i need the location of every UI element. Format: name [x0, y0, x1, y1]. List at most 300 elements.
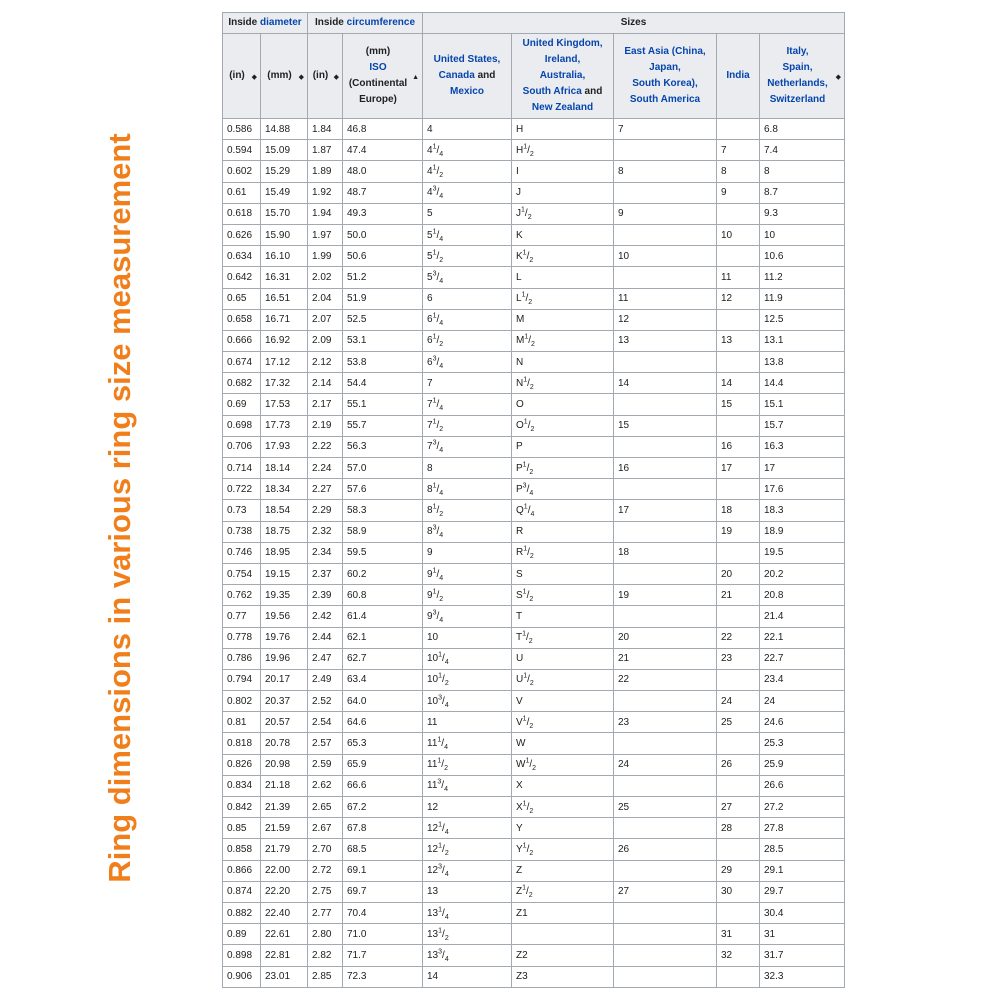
- europe-size-cell: 14.4: [760, 373, 845, 394]
- australia-link[interactable]: Australia,: [539, 70, 586, 81]
- south-africa-link[interactable]: South Africa: [522, 86, 582, 97]
- table-row: [223, 924, 845, 945]
- diameter-in-cell: 0.898: [223, 945, 261, 966]
- iso-cell: 46.8: [343, 119, 423, 140]
- diameter-mm-cell: 18.34: [261, 479, 308, 500]
- east-asia-size-cell: 9: [614, 203, 717, 224]
- new-zealand-link[interactable]: New Zealand: [531, 102, 594, 113]
- east-asia-size-cell: 26: [614, 839, 717, 860]
- east-asia-size-cell: 7: [614, 119, 717, 140]
- circumference-in-cell: 1.99: [308, 246, 343, 267]
- india-size-cell: [717, 966, 760, 987]
- uk-size-cell: $N^1/_2$: [512, 373, 614, 394]
- iso-cell: 53.8: [343, 352, 423, 373]
- iso-cell: 65.3: [343, 733, 423, 754]
- india-size-cell: [717, 669, 760, 690]
- europe-size-cell: 11.2: [760, 267, 845, 288]
- spain-link[interactable]: Spain,: [782, 62, 813, 73]
- us-size-cell: $9^1/_4$: [423, 563, 512, 584]
- diameter-in-cell: 0.618: [223, 203, 261, 224]
- diameter-in-cell: 0.626: [223, 224, 261, 245]
- table-row: [223, 669, 845, 690]
- india-size-cell: 16: [717, 436, 760, 457]
- table-row: [223, 224, 845, 245]
- circumference-link[interactable]: circumference: [346, 17, 416, 28]
- europe-size-cell: 24.6: [760, 712, 845, 733]
- uk-size-cell: Z1: [512, 902, 614, 923]
- us-size-cell: $5^1/_2$: [423, 246, 512, 267]
- table-row: [223, 246, 845, 267]
- diameter-mm-cell: 16.31: [261, 267, 308, 288]
- diameter-mm-cell: 15.49: [261, 182, 308, 203]
- india-size-cell: 30: [717, 881, 760, 902]
- india-size-cell: [717, 119, 760, 140]
- us-size-cell: $10^1/_2$: [423, 669, 512, 690]
- us-size-cell: $12^1/_4$: [423, 818, 512, 839]
- india-size-cell: 9: [717, 182, 760, 203]
- diameter-in-cell: 0.906: [223, 966, 261, 987]
- india-size-cell: 13: [717, 330, 760, 351]
- uk-size-cell: Y: [512, 818, 614, 839]
- uk-size-cell: I: [512, 161, 614, 182]
- table-row: [223, 521, 845, 542]
- iso-cell: 53.1: [343, 330, 423, 351]
- europe-size-cell: 13.8: [760, 352, 845, 373]
- india-size-cell: [717, 902, 760, 923]
- diameter-in-cell: 0.674: [223, 352, 261, 373]
- iso-cell: 55.7: [343, 415, 423, 436]
- circumference-in-cell: 2.85: [308, 966, 343, 987]
- circumference-in-cell: 2.14: [308, 373, 343, 394]
- us-size-cell: $6^1/_2$: [423, 330, 512, 351]
- uk-size-cell: $W^1/_2$: [512, 754, 614, 775]
- circumference-in-cell: 1.89: [308, 161, 343, 182]
- diameter-in-cell: 0.754: [223, 563, 261, 584]
- table-row: [223, 330, 845, 351]
- table-row: [223, 839, 845, 860]
- iso-cell: 61.4: [343, 606, 423, 627]
- table-row: [223, 119, 845, 140]
- circumference-in-cell: 1.97: [308, 224, 343, 245]
- europe-size-cell: 8.7: [760, 182, 845, 203]
- iso-cell: 68.5: [343, 839, 423, 860]
- iso-cell: 63.4: [343, 669, 423, 690]
- circumference-in-cell: 2.54: [308, 712, 343, 733]
- east-asia-size-cell: [614, 606, 717, 627]
- uk-size-cell: $P^3/_4$: [512, 479, 614, 500]
- diameter-mm-cell: 21.18: [261, 775, 308, 796]
- china-link[interactable]: (China,: [671, 46, 706, 57]
- east-asia-size-cell: 21: [614, 648, 717, 669]
- india-size-cell: [717, 775, 760, 796]
- table-row: [223, 542, 845, 563]
- canada-link[interactable]: Canada: [438, 70, 475, 81]
- india-size-cell: [717, 542, 760, 563]
- column-header-europe[interactable]: [760, 34, 845, 119]
- diameter-in-cell: 0.634: [223, 246, 261, 267]
- header-label: (mm): [365, 46, 391, 57]
- uk-size-cell: K: [512, 224, 614, 245]
- column-header-us: [423, 34, 512, 119]
- circumference-in-cell: 2.04: [308, 288, 343, 309]
- europe-size-cell: 19.5: [760, 542, 845, 563]
- sort-icon[interactable]: ◆: [333, 74, 339, 81]
- diameter-in-cell: 0.834: [223, 775, 261, 796]
- sort-icon[interactable]: ◆: [298, 74, 304, 81]
- us-size-cell: $5^3/_4$: [423, 267, 512, 288]
- table-row: [223, 182, 845, 203]
- iso-cell: 58.9: [343, 521, 423, 542]
- east-asia-size-cell: [614, 563, 717, 584]
- europe-size-cell: 31: [760, 924, 845, 945]
- diameter-in-cell: 0.826: [223, 754, 261, 775]
- iso-cell: 64.6: [343, 712, 423, 733]
- iso-cell: 54.4: [343, 373, 423, 394]
- circumference-in-cell: 1.94: [308, 203, 343, 224]
- europe-size-cell: 25.9: [760, 754, 845, 775]
- uk-size-cell: Z3: [512, 966, 614, 987]
- uk-size-cell: $S^1/_2$: [512, 585, 614, 606]
- india-size-cell: [717, 479, 760, 500]
- diameter-mm-cell: 22.00: [261, 860, 308, 881]
- diameter-mm-cell: 20.78: [261, 733, 308, 754]
- europe-size-cell: 9.3: [760, 203, 845, 224]
- circumference-in-cell: 2.34: [308, 542, 343, 563]
- diameter-in-cell: 0.786: [223, 648, 261, 669]
- table-row: [223, 563, 845, 584]
- east-asia-size-cell: 27: [614, 881, 717, 902]
- east-asia-size-cell: 19: [614, 585, 717, 606]
- uk-size-cell: N: [512, 352, 614, 373]
- europe-size-cell: 21.4: [760, 606, 845, 627]
- diameter-mm-cell: 16.71: [261, 309, 308, 330]
- netherlands-link[interactable]: Netherlands,: [767, 78, 828, 89]
- diameter-mm-cell: 18.75: [261, 521, 308, 542]
- table-row: [223, 352, 845, 373]
- diameter-mm-cell: 17.53: [261, 394, 308, 415]
- diameter-in-cell: 0.666: [223, 330, 261, 351]
- europe-size-cell: 17: [760, 458, 845, 479]
- uk-size-cell: H: [512, 119, 614, 140]
- circumference-in-cell: 2.17: [308, 394, 343, 415]
- circumference-in-cell: 1.92: [308, 182, 343, 203]
- switzerland-link[interactable]: Switzerland: [769, 94, 826, 105]
- east-asia-size-cell: [614, 945, 717, 966]
- header-label: (mm): [267, 70, 292, 81]
- table-row: [223, 966, 845, 987]
- us-size-cell: $7^3/_4$: [423, 436, 512, 457]
- uk-size-cell: $Q^1/_4$: [512, 500, 614, 521]
- diameter-mm-cell: 15.70: [261, 203, 308, 224]
- uk-size-cell: X: [512, 775, 614, 796]
- table-row: [223, 712, 845, 733]
- europe-size-cell: 29.7: [760, 881, 845, 902]
- east-asia-size-cell: 22: [614, 669, 717, 690]
- table-row: [223, 881, 845, 902]
- diameter-mm-cell: 22.81: [261, 945, 308, 966]
- iso-cell: 59.5: [343, 542, 423, 563]
- uk-size-cell: T: [512, 606, 614, 627]
- diameter-in-cell: 0.874: [223, 881, 261, 902]
- ireland-link[interactable]: Ireland,: [544, 54, 581, 65]
- europe-size-cell: 28.5: [760, 839, 845, 860]
- circumference-in-cell: 2.52: [308, 691, 343, 712]
- column-header-uk: [512, 34, 614, 119]
- east-asia-size-cell: 10: [614, 246, 717, 267]
- uk-size-cell: $R^1/_2$: [512, 542, 614, 563]
- us-size-cell: 12: [423, 797, 512, 818]
- column-header-diameter-mm[interactable]: [261, 34, 308, 119]
- us-size-cell: $10^3/_4$: [423, 691, 512, 712]
- diameter-in-cell: 0.69: [223, 394, 261, 415]
- us-size-cell: 4: [423, 119, 512, 140]
- south-korea-link[interactable]: South Korea),: [632, 78, 698, 89]
- diameter-mm-cell: 21.79: [261, 839, 308, 860]
- us-size-cell: 11: [423, 712, 512, 733]
- diameter-mm-cell: 16.10: [261, 246, 308, 267]
- circumference-in-cell: 2.32: [308, 521, 343, 542]
- india-size-cell: [717, 415, 760, 436]
- east-asia-size-cell: [614, 436, 717, 457]
- india-link[interactable]: India: [726, 70, 750, 81]
- uk-size-cell: O: [512, 394, 614, 415]
- us-size-cell: $5^1/_4$: [423, 224, 512, 245]
- us-size-cell: $6^3/_4$: [423, 352, 512, 373]
- east-asia-link[interactable]: East Asia: [624, 46, 669, 57]
- uk-size-cell: $P^1/_2$: [512, 458, 614, 479]
- diameter-mm-cell: 23.01: [261, 966, 308, 987]
- east-asia-size-cell: 18: [614, 542, 717, 563]
- diameter-mm-cell: 14.88: [261, 119, 308, 140]
- europe-size-cell: 18.3: [760, 500, 845, 521]
- europe-size-cell: 22.7: [760, 648, 845, 669]
- circumference-in-cell: 2.22: [308, 436, 343, 457]
- uk-size-cell: $V^1/_2$: [512, 712, 614, 733]
- east-asia-size-cell: [614, 966, 717, 987]
- diameter-mm-cell: 16.51: [261, 288, 308, 309]
- diameter-in-cell: 0.594: [223, 140, 261, 161]
- europe-size-cell: 15.1: [760, 394, 845, 415]
- diameter-in-cell: 0.722: [223, 479, 261, 500]
- circumference-in-cell: 2.39: [308, 585, 343, 606]
- europe-size-cell: 26.6: [760, 775, 845, 796]
- italy-link[interactable]: Italy,: [786, 46, 809, 57]
- east-asia-size-cell: 24: [614, 754, 717, 775]
- diameter-in-cell: 0.77: [223, 606, 261, 627]
- us-size-cell: $4^3/_4$: [423, 182, 512, 203]
- us-size-cell: $6^1/_4$: [423, 309, 512, 330]
- diameter-mm-cell: 17.73: [261, 415, 308, 436]
- europe-size-cell: 16.3: [760, 436, 845, 457]
- iso-cell: 62.7: [343, 648, 423, 669]
- table-row: [223, 733, 845, 754]
- europe-size-cell: 11.9: [760, 288, 845, 309]
- circumference-in-cell: 2.80: [308, 924, 343, 945]
- uk-size-cell: $M^1/_2$: [512, 330, 614, 351]
- table-row: [223, 288, 845, 309]
- diameter-in-cell: 0.89: [223, 924, 261, 945]
- east-asia-size-cell: 23: [614, 712, 717, 733]
- diameter-in-cell: 0.762: [223, 585, 261, 606]
- us-size-cell: $11^3/_4$: [423, 775, 512, 796]
- diameter-mm-cell: 22.20: [261, 881, 308, 902]
- india-size-cell: 14: [717, 373, 760, 394]
- europe-size-cell: 31.7: [760, 945, 845, 966]
- east-asia-size-cell: [614, 733, 717, 754]
- us-size-cell: $11^1/_2$: [423, 754, 512, 775]
- diameter-mm-cell: 20.57: [261, 712, 308, 733]
- india-size-cell: [717, 203, 760, 224]
- europe-size-cell: 20.8: [760, 585, 845, 606]
- table-body: [223, 119, 845, 988]
- diameter-link[interactable]: diameter: [260, 17, 302, 28]
- diameter-in-cell: 0.866: [223, 860, 261, 881]
- europe-size-cell: 17.6: [760, 479, 845, 500]
- us-size-cell: $13^1/_4$: [423, 902, 512, 923]
- header-label: (Continental Europe): [348, 78, 408, 105]
- iso-cell: 49.3: [343, 203, 423, 224]
- uk-link[interactable]: United Kingdom,: [522, 38, 603, 49]
- circumference-in-cell: 2.70: [308, 839, 343, 860]
- iso-cell: 66.6: [343, 775, 423, 796]
- table-row: [223, 627, 845, 648]
- europe-size-cell: 29.1: [760, 860, 845, 881]
- table-row: [223, 436, 845, 457]
- us-size-cell: 8: [423, 458, 512, 479]
- us-size-cell: $8^3/_4$: [423, 521, 512, 542]
- circumference-in-cell: 2.49: [308, 669, 343, 690]
- us-size-cell: $13^1/_2$: [423, 924, 512, 945]
- column-header-diameter-in[interactable]: [223, 34, 261, 119]
- europe-size-cell: 8: [760, 161, 845, 182]
- diameter-in-cell: 0.858: [223, 839, 261, 860]
- europe-size-cell: 18.9: [760, 521, 845, 542]
- europe-size-cell: 20.2: [760, 563, 845, 584]
- iso-cell: 50.6: [343, 246, 423, 267]
- column-header-iso[interactable]: [343, 34, 423, 119]
- circumference-in-cell: 2.82: [308, 945, 343, 966]
- uk-size-cell: Z: [512, 860, 614, 881]
- uk-size-cell: J: [512, 182, 614, 203]
- column-header-circumference-in[interactable]: [308, 34, 343, 119]
- india-size-cell: 11: [717, 267, 760, 288]
- europe-size-cell: 27.8: [760, 818, 845, 839]
- sort-icon[interactable]: ◆: [251, 74, 257, 81]
- europe-size-cell: 10: [760, 224, 845, 245]
- india-size-cell: [717, 246, 760, 267]
- uk-size-cell: $O^1/_2$: [512, 415, 614, 436]
- circumference-in-cell: 2.37: [308, 563, 343, 584]
- iso-cell: 70.4: [343, 902, 423, 923]
- us-size-cell: $13^3/_4$: [423, 945, 512, 966]
- iso-cell: 64.0: [343, 691, 423, 712]
- east-asia-size-cell: [614, 691, 717, 712]
- column-header-india: [717, 34, 760, 119]
- sort-asc-icon[interactable]: ▲: [412, 74, 419, 81]
- iso-cell: 69.1: [343, 860, 423, 881]
- uk-size-cell: $X^1/_2$: [512, 797, 614, 818]
- india-size-cell: 20: [717, 563, 760, 584]
- uk-size-cell: L: [512, 267, 614, 288]
- us-size-cell: $7^1/_2$: [423, 415, 512, 436]
- circumference-in-cell: 2.44: [308, 627, 343, 648]
- circumference-in-cell: 2.67: [308, 818, 343, 839]
- europe-size-cell: 22.1: [760, 627, 845, 648]
- column-header-east-asia: [614, 34, 717, 119]
- us-size-cell: 9: [423, 542, 512, 563]
- us-size-cell: 7: [423, 373, 512, 394]
- diameter-mm-cell: 17.32: [261, 373, 308, 394]
- india-size-cell: 7: [717, 140, 760, 161]
- diameter-mm-cell: 22.40: [261, 902, 308, 923]
- table-row: [223, 648, 845, 669]
- circumference-in-cell: 2.72: [308, 860, 343, 881]
- header-label: (in): [312, 70, 329, 81]
- europe-size-cell: 6.8: [760, 119, 845, 140]
- us-size-cell: $9^1/_2$: [423, 585, 512, 606]
- table-row: [223, 797, 845, 818]
- diameter-in-cell: 0.698: [223, 415, 261, 436]
- table-row: [223, 754, 845, 775]
- iso-cell: 71.0: [343, 924, 423, 945]
- mexico-link[interactable]: Mexico: [450, 86, 484, 97]
- diameter-in-cell: 0.714: [223, 458, 261, 479]
- east-asia-size-cell: 13: [614, 330, 717, 351]
- east-asia-size-cell: [614, 352, 717, 373]
- india-size-cell: 24: [717, 691, 760, 712]
- south-america-link[interactable]: South America: [629, 94, 701, 105]
- table-row: [223, 500, 845, 521]
- header-column-row: [223, 34, 845, 119]
- us-link[interactable]: United States,: [433, 54, 501, 65]
- us-size-cell: $4^1/_2$: [423, 161, 512, 182]
- iso-link[interactable]: ISO: [369, 62, 387, 73]
- circumference-in-cell: 2.09: [308, 330, 343, 351]
- diameter-mm-cell: 22.61: [261, 924, 308, 945]
- diameter-in-cell: 0.802: [223, 691, 261, 712]
- east-asia-size-cell: 15: [614, 415, 717, 436]
- india-size-cell: 25: [717, 712, 760, 733]
- uk-size-cell: $T^1/_2$: [512, 627, 614, 648]
- india-size-cell: 8: [717, 161, 760, 182]
- iso-cell: 67.2: [343, 797, 423, 818]
- circumference-in-cell: 2.57: [308, 733, 343, 754]
- circumference-in-cell: 2.65: [308, 797, 343, 818]
- circumference-in-cell: 2.59: [308, 754, 343, 775]
- us-size-cell: $11^1/_4$: [423, 733, 512, 754]
- east-asia-size-cell: 25: [614, 797, 717, 818]
- header-sizes: Sizes: [423, 13, 845, 34]
- table-row: [223, 902, 845, 923]
- us-size-cell: 14: [423, 966, 512, 987]
- india-size-cell: 10: [717, 224, 760, 245]
- us-size-cell: $12^1/_2$: [423, 839, 512, 860]
- india-size-cell: 29: [717, 860, 760, 881]
- diameter-in-cell: 0.738: [223, 521, 261, 542]
- circumference-in-cell: 1.87: [308, 140, 343, 161]
- sort-icon[interactable]: ◆: [835, 74, 841, 81]
- europe-size-cell: 24: [760, 691, 845, 712]
- uk-size-cell: $U^1/_2$: [512, 669, 614, 690]
- east-asia-size-cell: [614, 521, 717, 542]
- japan-link[interactable]: Japan,: [649, 62, 681, 73]
- table-row: [223, 203, 845, 224]
- diameter-in-cell: 0.602: [223, 161, 261, 182]
- iso-cell: 50.0: [343, 224, 423, 245]
- europe-size-cell: 25.3: [760, 733, 845, 754]
- uk-size-cell: M: [512, 309, 614, 330]
- europe-size-cell: 15.7: [760, 415, 845, 436]
